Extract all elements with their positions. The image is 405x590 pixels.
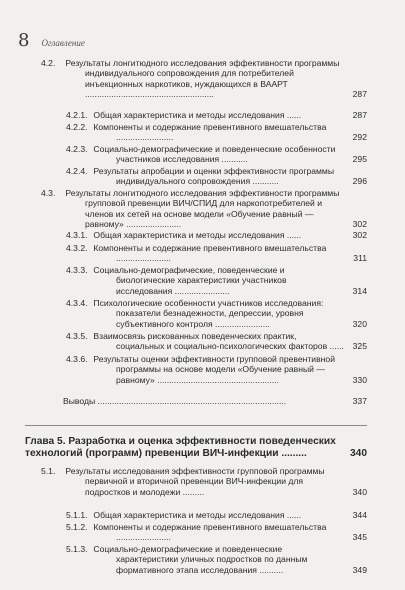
- toc-entry[interactable]: 4.3.5. Взаимосвязь рискованных поведенческих практик, социальных и социально-психологических факторов ...... 325: [66, 331, 367, 352]
- entry-title: Социально-демографические, поведенческие и биологические характеристики участников исследования: [93, 265, 287, 296]
- entry-title: Общая характеристика и методы исследования: [93, 230, 285, 240]
- entry-page: 344: [352, 510, 367, 520]
- entry-title: Взаимосвязь рискованных поведенческих практик, социальных и социально-психологических факторов: [93, 331, 328, 352]
- dot-leader: ......: [327, 341, 344, 352]
- entry-page: 302: [352, 218, 367, 229]
- entry-title: Общая характеристика и методы исследования: [93, 510, 285, 520]
- dot-leader: ......: [284, 230, 302, 240]
- entry-page: 314: [352, 285, 367, 296]
- entry-title: Социально-демографические и поведенческие особенности участников исследования: [93, 144, 336, 165]
- entry-title: Общая характеристика и методы исследования: [93, 110, 285, 120]
- chapter-title: Глава 5. Разработка и оценка эффективности поведенческих технологий (программ) превенции ВИЧ-инфекции: [25, 436, 336, 459]
- toc-entry[interactable]: 5.1.3. Социально-демографические и поведенческие характеристики уличных подростков по данным формативного этапа исследования .......... 349: [66, 544, 367, 575]
- toc-entry[interactable]: 4.2.4. Результаты апробации и оценки эффективности программы индивидуального сопровождения ........... 296: [66, 166, 367, 187]
- entry-page: 287: [352, 110, 367, 120]
- entry-title: Результаты исследования эффективности групповой программы первичной и вторичной превенции ВИЧ-инфекции для подростков и молодежи: [65, 466, 325, 497]
- toc-entry[interactable]: 4.2.2. Компоненты и содержание превентивного вмешательства ........................ 292: [66, 122, 367, 143]
- running-title: Оглавление: [41, 38, 85, 48]
- entry-title: Результаты оценки эффективности групповой превентивной программы на основе модели «Обучение равный — равному»: [93, 354, 335, 385]
- dot-leader: .......................: [123, 218, 182, 229]
- dot-leader: .........: [278, 448, 307, 459]
- dot-leader: ...........: [250, 176, 279, 187]
- dot-leader: ...........: [219, 154, 248, 165]
- entry-page: 302: [352, 230, 367, 240]
- entry-page: 349: [352, 564, 367, 575]
- dot-leader: ........................: [116, 132, 174, 143]
- entry-page: 325: [352, 341, 367, 352]
- entry-page: 330: [352, 374, 367, 385]
- dot-leader: .......................: [116, 532, 171, 543]
- toc-entry[interactable]: 4.3.3. Социально-демографические, поведенческие и биологические характеристики участников исследования ....................... 314: [66, 265, 367, 296]
- entry-title: Психологические особенности участников исследования: показатели безнадежности, депрессии, уровня субъективного контроля: [93, 298, 324, 329]
- entry-page: 295: [352, 154, 367, 165]
- toc-entry[interactable]: 4.2.3. Социально-демографические и поведенческие особенности участников исследования ........... 295: [66, 144, 367, 165]
- toc-entry[interactable]: 4.3. Результаты лонгитюдного исследования эффективности программы групповой превенции ВИЧ/СПИД для наркопотребителей и членов их сетей на основе модели «Обучение равный — равному» ....................... 302: [41, 188, 367, 229]
- entry-title: Результаты апробации и оценки эффективности программы индивидуального сопровождения: [93, 166, 335, 187]
- toc-entry[interactable]: 4.2.1. Общая характеристика и методы исследования ...... 287: [66, 110, 367, 120]
- entry-page: 292: [352, 132, 367, 143]
- entry-title: Социально-демографические и поведенческие характеристики уличных подростков по данным формативного этапа исследования: [93, 544, 308, 575]
- entry-page: 340: [352, 486, 367, 497]
- dot-leader: ...............................................................................: [95, 396, 287, 406]
- chapter-heading[interactable]: [25, 436, 367, 460]
- toc-entry[interactable]: 4.3.2. Компоненты и содержание превентивного вмешательства ....................... 311: [66, 243, 367, 264]
- entry-page: 320: [352, 318, 367, 329]
- toc-entry[interactable]: 4.3.6. Результаты оценки эффективности групповой превентивной программы на основе модели «Обучение равный — равному» ................................................... 330: [66, 354, 367, 385]
- toc-entry[interactable]: 5.1.2. Компоненты и содержание превентивного вмешательства ....................... 345: [66, 522, 367, 543]
- toc-entry[interactable]: 5.1.1. Общая характеристика и методы исследования ...... 344: [66, 510, 367, 520]
- toc-entry[interactable]: [63, 396, 367, 406]
- dot-leader: .........: [180, 486, 205, 497]
- entry-title: Компоненты и содержание превентивного вмешательства: [93, 243, 327, 253]
- page-number: 8: [18, 30, 30, 51]
- entry-page: 345: [352, 532, 367, 543]
- entry-page: 287: [352, 88, 367, 99]
- dot-leader: ......: [284, 110, 302, 120]
- entry-title: Выводы: [63, 396, 96, 406]
- dot-leader: ......: [284, 510, 302, 520]
- toc-entry[interactable]: 5.1. Результаты исследования эффективности групповой программы первичной и вторичной превенции ВИЧ-инфекции для подростков и молодежи ......... 340: [41, 466, 367, 497]
- dot-leader: .......................: [212, 318, 270, 329]
- chapter-page: 340: [350, 448, 367, 459]
- entry-title: Результаты лонгитюдного исследования эффективности программы групповой превенции ВИЧ/СПИД для наркопотребителей и членов их сетей на основе модели «Обучение равный — равному»: [65, 188, 340, 229]
- entry-page: 337: [352, 396, 367, 406]
- toc-entry[interactable]: 4.2. Результаты лонгитюдного исследования эффективности программы индивидуального сопровождения для потребителей инъекционных наркотиков, нуждающихся в ВААРТ ...................................................... 287: [41, 58, 367, 99]
- toc-entry[interactable]: 4.3.1. Общая характеристика и методы исследования ...... 302: [66, 230, 367, 240]
- dot-leader: ..........: [256, 564, 284, 575]
- toc-entry[interactable]: 4.3.4. Психологические особенности участников исследования: показатели безнадежности, депрессии, уровня субъективного контроля ....................... 320: [66, 298, 367, 329]
- dot-leader: .......................: [172, 285, 230, 296]
- page-header: [18, 30, 85, 51]
- section-divider: [25, 425, 367, 426]
- entry-page: 296: [352, 176, 367, 187]
- entry-title: Компоненты и содержание превентивного вмешательства: [93, 122, 327, 132]
- entry-title: Компоненты и содержание превентивного вмешательства: [93, 522, 327, 532]
- entry-page: 311: [353, 253, 367, 264]
- dot-leader: ......................................................: [85, 88, 214, 99]
- entry-title: Результаты лонгитюдного исследования эффективности программы индивидуального сопровождения для потребителей инъекционных наркотиков, нуждающихся в ВААРТ: [65, 58, 340, 89]
- dot-leader: .......................: [116, 253, 171, 264]
- dot-leader: ...................................................: [154, 374, 279, 385]
